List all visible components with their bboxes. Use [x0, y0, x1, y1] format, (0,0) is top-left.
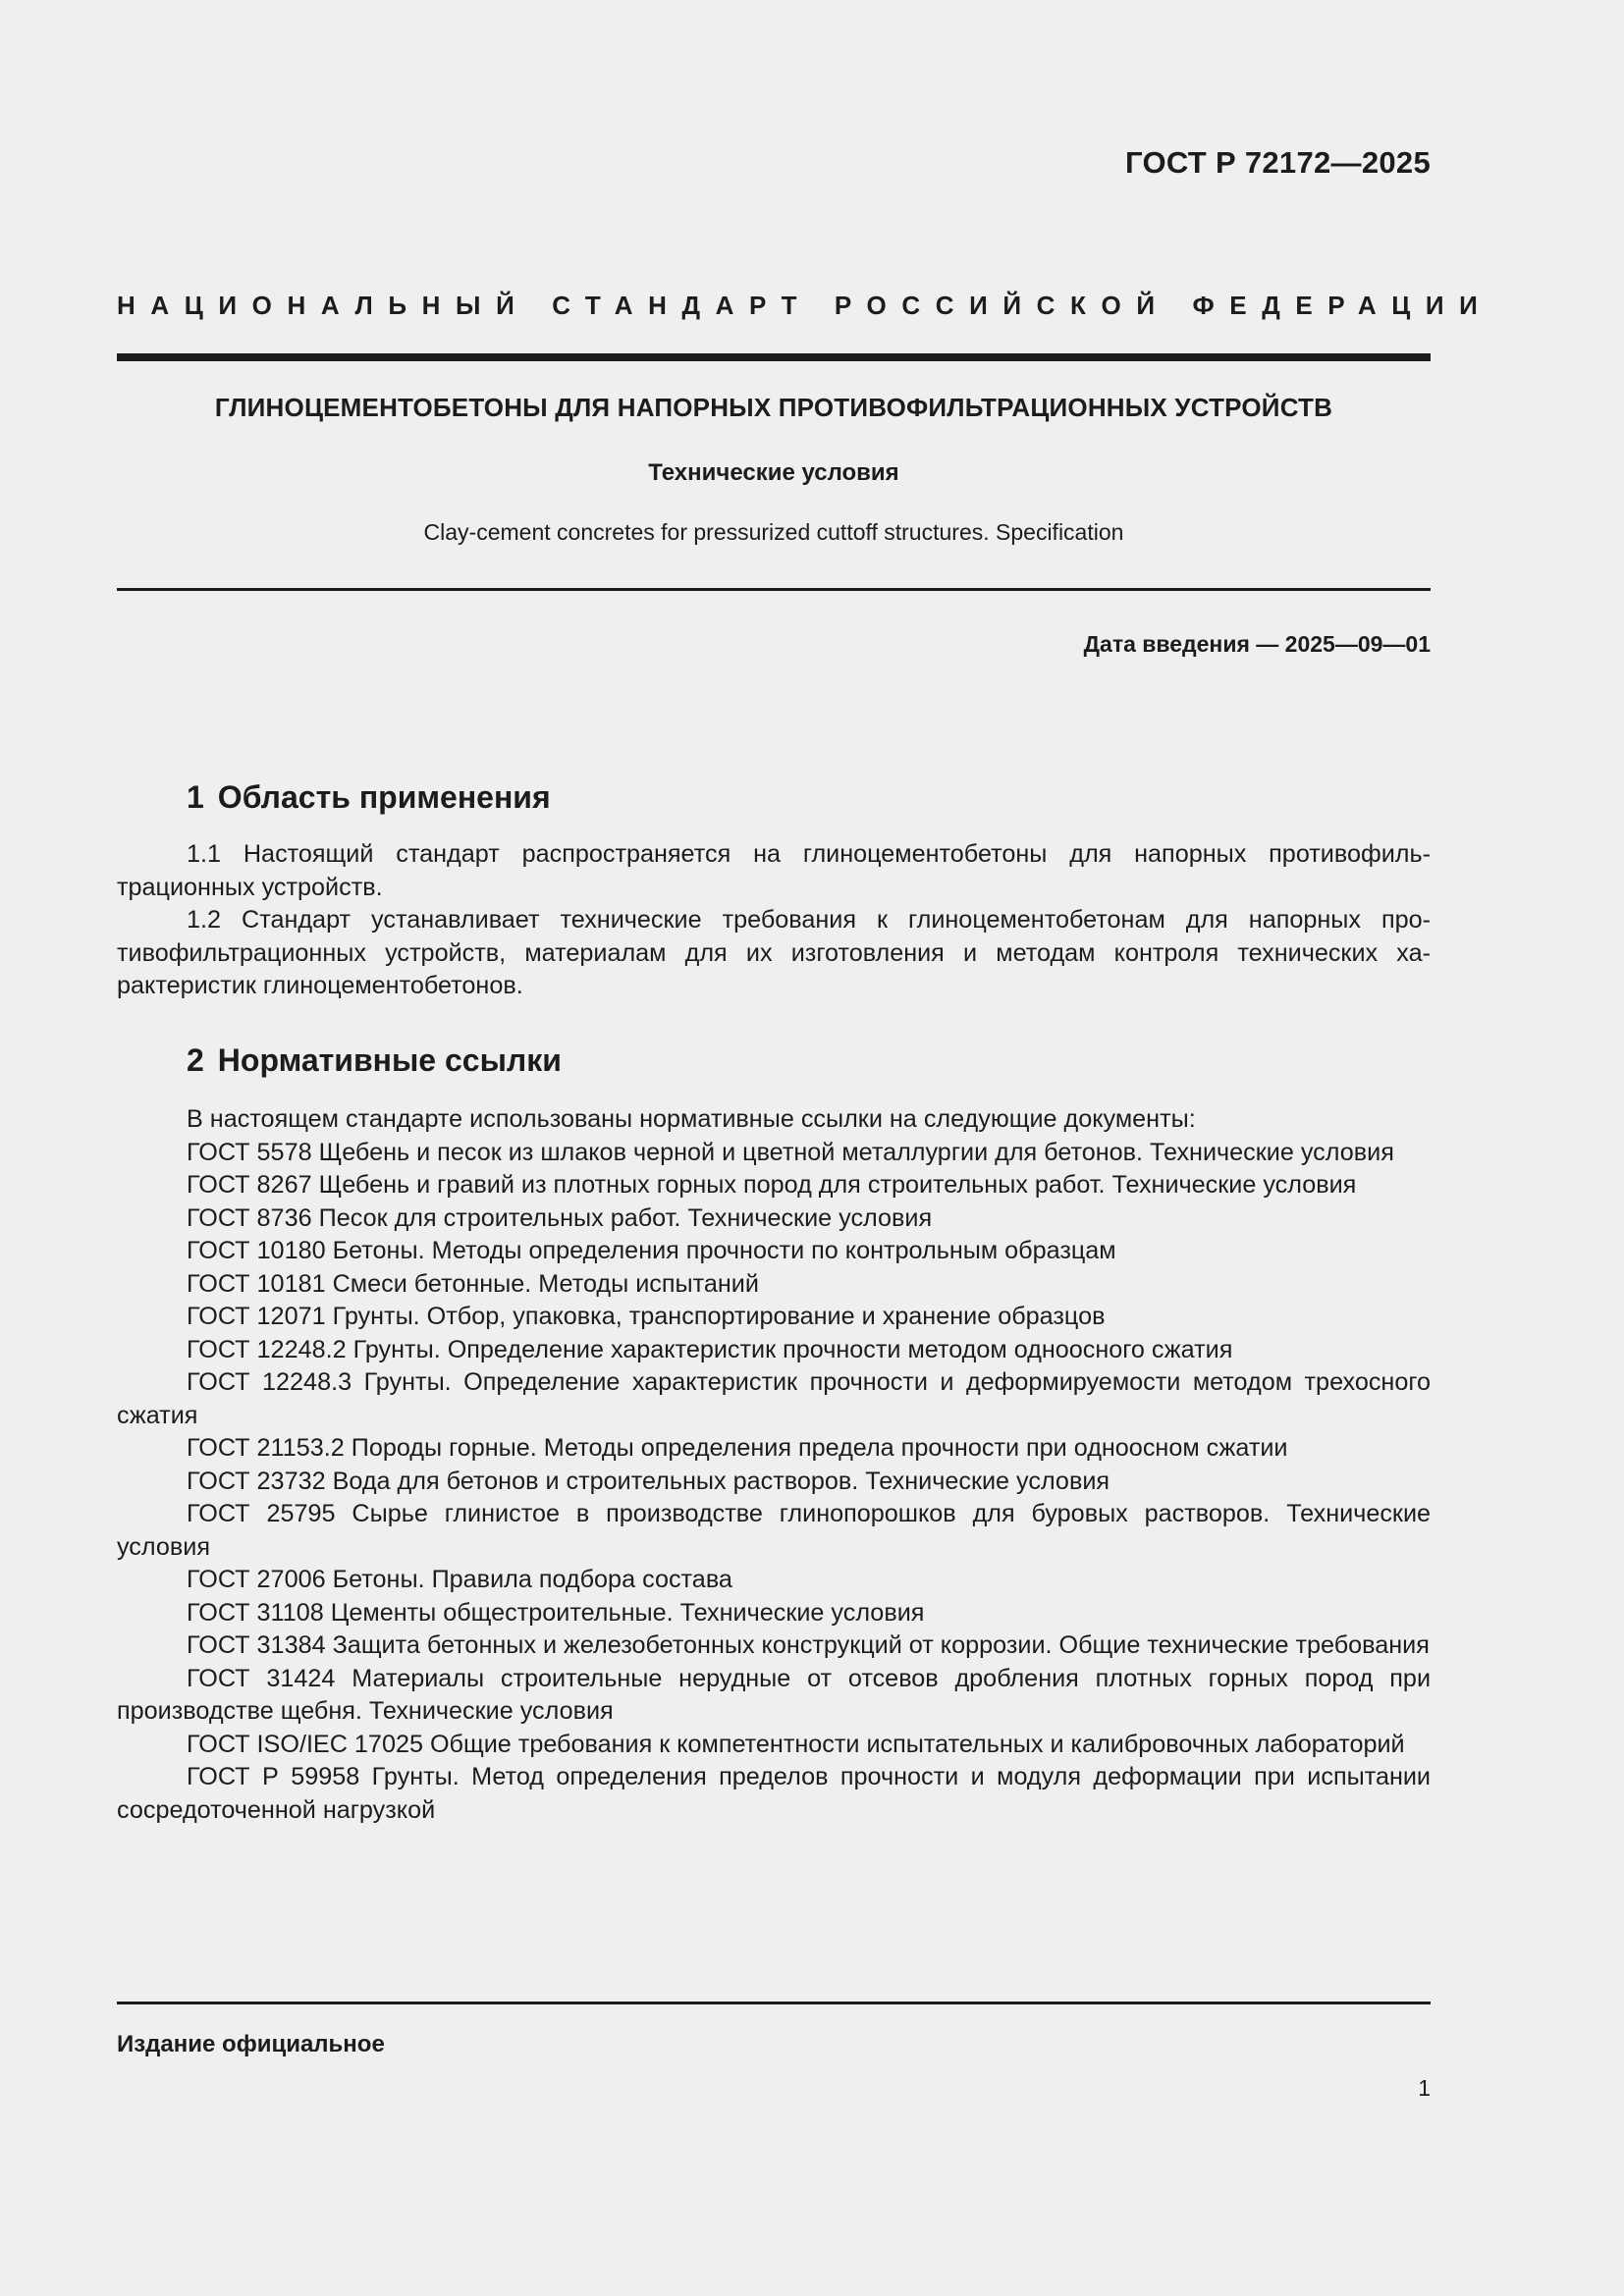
reference-title: Цементы общестроительные. Технические условия	[330, 1598, 925, 1627]
references-list	[117, 1137, 1431, 1828]
reference-title: Песок для строительных работ. Технические условия	[318, 1203, 933, 1232]
reference-item	[117, 1169, 1431, 1202]
reference-item	[117, 1137, 1431, 1170]
reference-code: ГОСТ 12248.3	[187, 1368, 352, 1396]
reference-title: Общие требования к компетентности испытательных и калибровочных лабораторий	[429, 1730, 1405, 1758]
footer-divider	[117, 2002, 1431, 2004]
reference-code: ГОСТ 27006	[187, 1566, 326, 1593]
section-1-body	[117, 838, 1431, 1003]
reference-code: ГОСТ 10180	[187, 1237, 326, 1264]
reference-code: ГОСТ Р 59958	[187, 1763, 360, 1790]
header-divider	[117, 353, 1431, 361]
reference-item	[117, 1498, 1431, 1564]
introduction-date: Дата введения — 2025—09—01	[1083, 631, 1431, 657]
reference-code: ГОСТ 23732	[187, 1467, 326, 1495]
reference-title: Породы горные. Методы определения предела прочности при одноосном сжатии	[351, 1434, 1288, 1462]
reference-item	[117, 1629, 1431, 1663]
official-edition-label: Издание официальное	[117, 2031, 385, 2057]
reference-title: Бетоны. Методы определения прочности по контрольным образцам	[332, 1237, 1116, 1264]
reference-title: Материалы строительные нерудные от отсевов дробления плотных горных пород при производстве щебня. Технические условия	[117, 1664, 1432, 1725]
reference-item	[117, 1761, 1431, 1827]
section-2-heading	[187, 1042, 562, 1079]
reference-title: Грунты. Отбор, упаковка, транспортирование и хранение образцов	[332, 1303, 1106, 1330]
reference-item	[117, 1202, 1431, 1236]
reference-item	[117, 1235, 1431, 1268]
reference-item	[117, 1663, 1431, 1729]
reference-code: ГОСТ 25795	[187, 1500, 336, 1527]
reference-item	[117, 1466, 1431, 1499]
title-divider	[117, 588, 1431, 591]
section-2-body	[117, 1103, 1431, 1827]
section-1-heading	[187, 779, 551, 816]
reference-title: Защита бетонных и железобетонных конструкций от коррозии. Общие технические требования	[332, 1631, 1430, 1659]
reference-code: ГОСТ 8736	[187, 1203, 312, 1232]
reference-title: Грунты. Определение характеристик прочности методом одноосного сжатия	[352, 1335, 1233, 1363]
reference-item	[117, 1729, 1431, 1762]
reference-item	[117, 1334, 1431, 1367]
reference-title: Бетоны. Правила подбора состава	[332, 1566, 732, 1593]
reference-item	[117, 1597, 1431, 1630]
reference-title: Смеси бетонные. Методы испытаний	[332, 1269, 759, 1298]
reference-code: ГОСТ 10181	[187, 1269, 326, 1298]
document-title: ГЛИНОЦЕМЕНТОБЕТОНЫ ДЛЯ НАПОРНЫХ ПРОТИВОФИЛЬТРАЦИОННЫХ УСТРОЙСТВ	[214, 393, 1333, 422]
reference-code: ГОСТ 8267	[187, 1171, 312, 1199]
section-2-number: 2	[187, 1042, 204, 1078]
paragraph-1-1: 1.1 Настоящий стандарт распространяется на глиноцементобетоны для напорных противофильтрационных устройств.	[117, 840, 1431, 901]
reference-code: ГОСТ 5578	[187, 1138, 312, 1166]
reference-title: Грунты. Метод определения пределов прочности и модуля деформации при испытании сосредоточенной нагрузкой	[117, 1763, 1432, 1824]
reference-item	[117, 1268, 1431, 1302]
reference-title: Щебень и гравий из плотных горных пород для строительных работ. Технические условия	[318, 1171, 1357, 1199]
paragraph-1-2: 1.2 Стандарт устанавливает технические требования к глиноцементобетонам для напорных противофильтрационных устройств, материалам для их изготовления и методам контроля технических характеристик глиноцементобетонов.	[117, 906, 1431, 999]
reference-title: Грунты. Определение характеристик прочности и деформируемости методом трехосного сжатия	[117, 1368, 1431, 1429]
document-number: ГОСТ Р 72172—2025	[1125, 145, 1431, 180]
section-1-number: 1	[187, 779, 204, 815]
reference-item	[117, 1301, 1431, 1334]
national-standard-banner: НАЦИОНАЛЬНЫЙ СТАНДАРТ РОССИЙСКОЙ ФЕДЕРАЦИИ	[117, 291, 1493, 320]
reference-code: ГОСТ 31108	[187, 1598, 324, 1627]
reference-code: ГОСТ 31424	[187, 1664, 336, 1692]
document-title-english: Clay-cement concretes for pressurized cuttoff structures. Specification	[423, 519, 1124, 545]
reference-code: ГОСТ 12071	[187, 1303, 326, 1330]
references-intro: В настоящем стандарте использованы нормативные ссылки на следующие документы:	[187, 1105, 1196, 1133]
reference-title: Щебень и песок из шлаков черной и цветной металлургии для бетонов. Технические условия	[318, 1138, 1394, 1166]
document-subtitle: Технические условия	[648, 459, 899, 486]
section-1-title: Область применения	[217, 779, 551, 815]
reference-item	[117, 1432, 1431, 1466]
reference-title: Вода для бетонов и строительных растворов. Технические условия	[332, 1467, 1110, 1495]
reference-code: ГОСТ 31384	[187, 1631, 326, 1659]
reference-title: Сырье глинистое в производстве глинопорошков для буровых растворов. Технические условия	[117, 1500, 1432, 1561]
reference-code: ГОСТ 21153.2	[187, 1434, 345, 1462]
section-2-title: Нормативные ссылки	[217, 1042, 562, 1078]
reference-code: ГОСТ ISO/IEC 17025	[187, 1730, 423, 1758]
reference-item	[117, 1564, 1431, 1597]
page-number: 1	[1418, 2075, 1431, 2101]
reference-item	[117, 1366, 1431, 1432]
reference-code: ГОСТ 12248.2	[187, 1335, 347, 1363]
